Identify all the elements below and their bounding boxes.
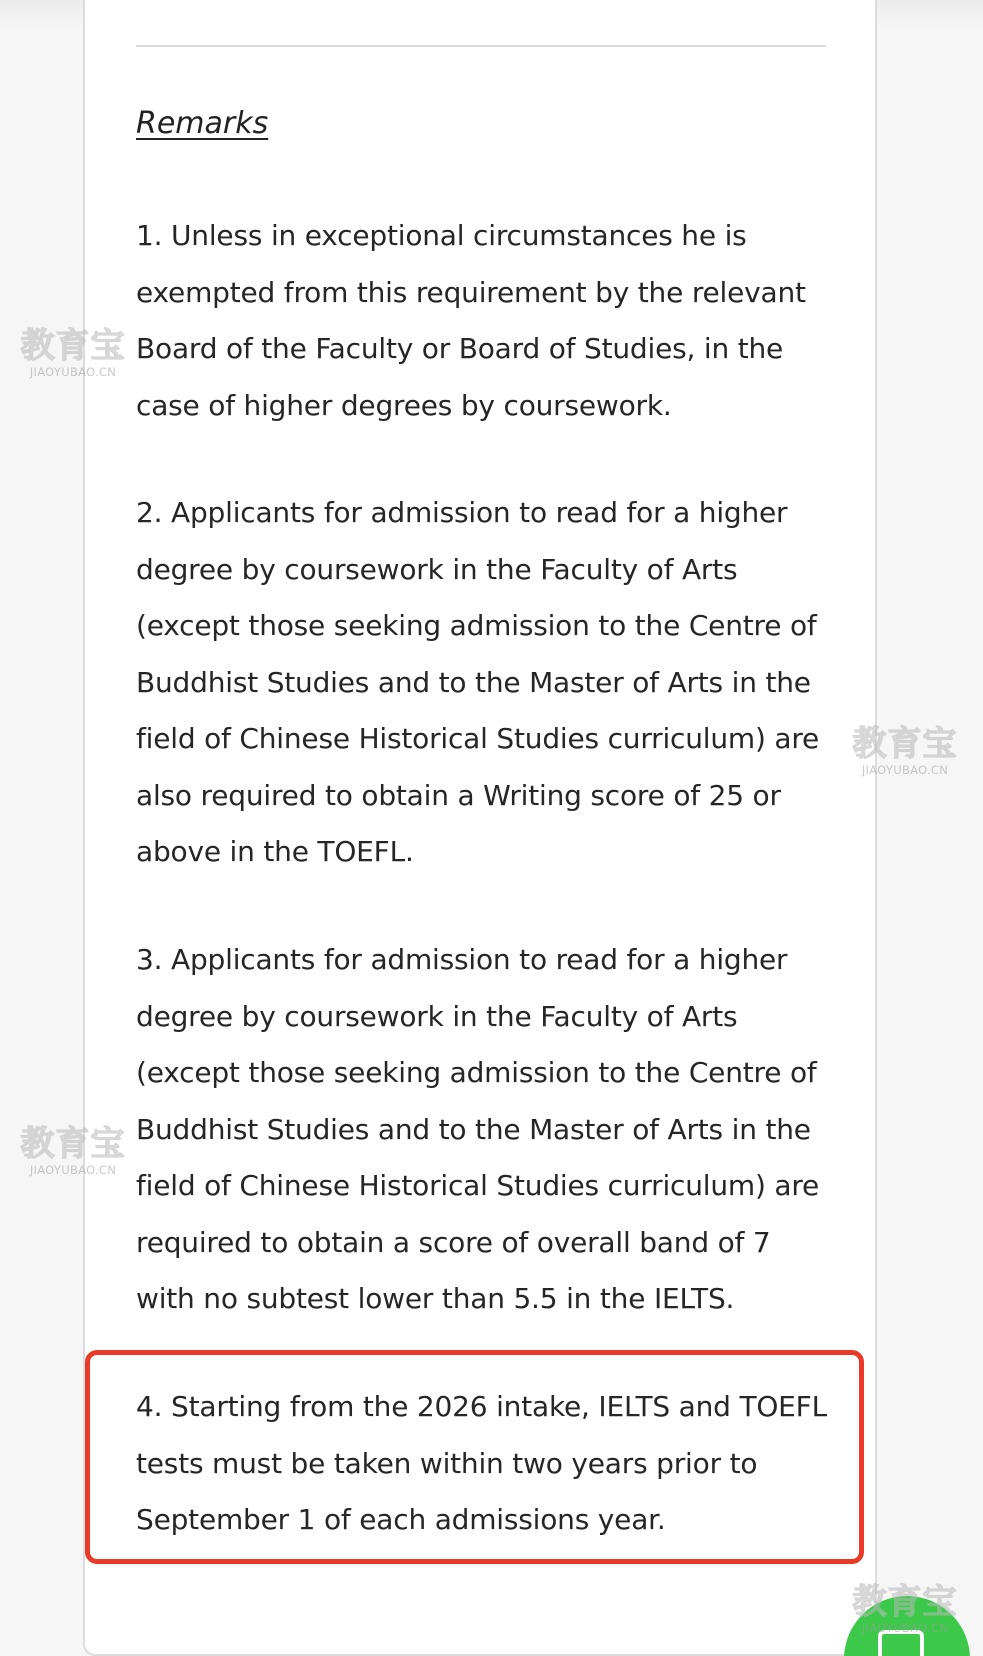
remark-item-2: 2. Applicants for admission to read for a higher degree by coursework in the Faculty of Arts (except those seeking admission to the Centre of Buddhist Studies and to the Master of Arts in the field of Chinese Historical Studies curriculum) are also required to obtain a Writing score of 25 or above in the TOEFL. xyxy=(136,496,820,868)
watermark-site-text: JIAOYUBAO.CN xyxy=(29,1163,117,1177)
watermark-site-text: JIAOYUBAO.CN xyxy=(861,1621,949,1635)
remark-item-4: 4. Starting from the 2026 intake, IELTS and TOEFL tests must be taken within two years prior to September 1 of each admissions year. xyxy=(136,1390,827,1536)
watermark-chinese-text: 教育宝 xyxy=(20,326,126,366)
watermark-site-text: JIAOYUBAO.CN xyxy=(861,763,949,777)
remarks-heading: Remarks xyxy=(136,106,269,141)
section-divider xyxy=(136,45,826,47)
watermark-site-text: JIAOYUBAO.CN xyxy=(29,365,117,379)
watermark-logo xyxy=(850,1583,960,1635)
watermark-chinese-text: 教育宝 xyxy=(852,724,958,764)
watermark-chinese-text: 教育宝 xyxy=(20,1124,126,1164)
watermark-logo xyxy=(18,327,128,379)
watermark-logo xyxy=(850,725,960,777)
remark-item-3: 3. Applicants for admission to read for a higher degree by coursework in the Faculty of Arts (except those seeking admission to the Centre of Buddhist Studies and to the Master of Arts in the field of Chinese Historical Studies curriculum) are required to obtain a score of overall band of 7 with no subtest lower than 5.5 in the IELTS. xyxy=(136,943,820,1315)
watermark-logo xyxy=(18,1125,128,1177)
highlight-box xyxy=(85,1350,864,1564)
watermark-chinese-text: 教育宝 xyxy=(852,1582,958,1622)
remark-item-1: 1. Unless in exceptional circumstances he is exempted from this requirement by the relevant Board of the Faculty or Board of Studies, in the case of higher degrees by coursework. xyxy=(136,219,806,422)
